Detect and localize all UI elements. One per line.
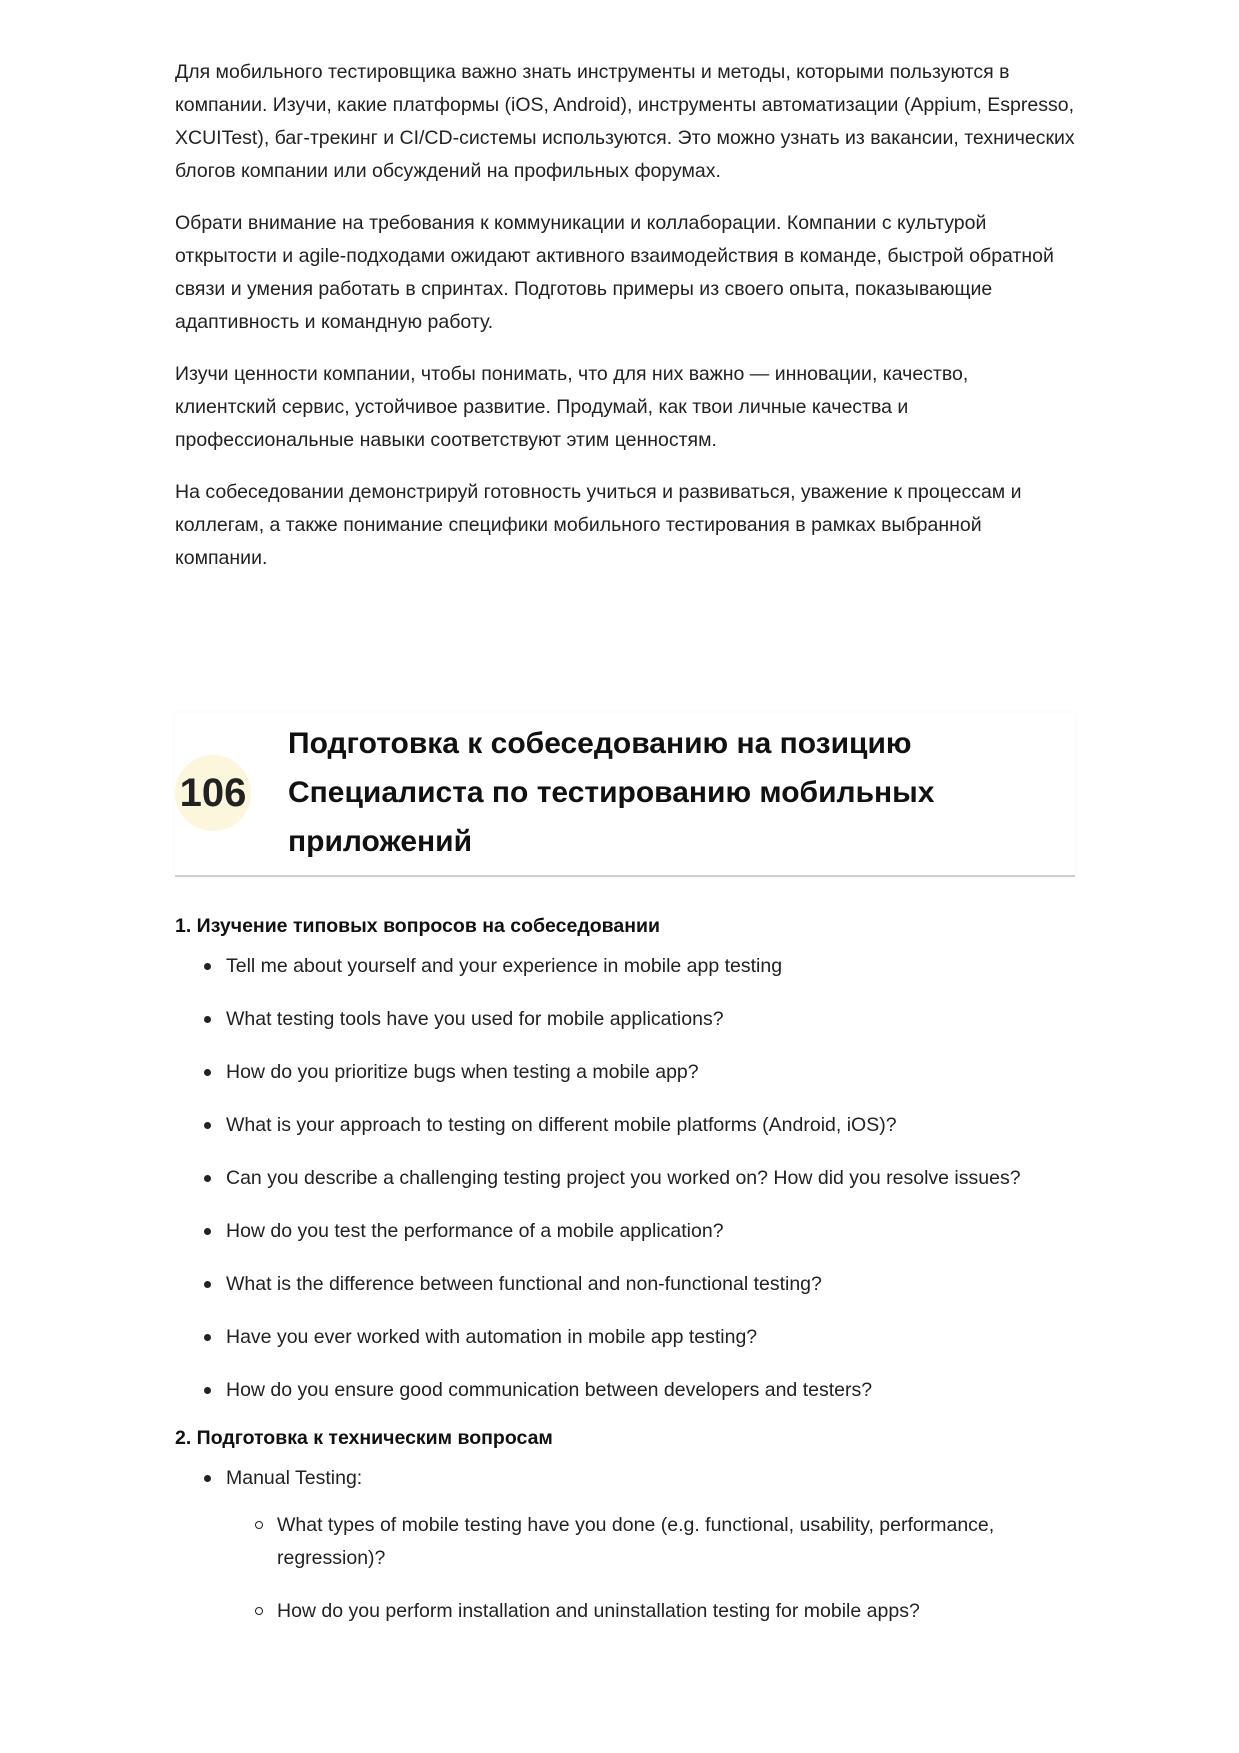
document-page bbox=[175, 56, 1075, 1648]
list-item bbox=[226, 1374, 1075, 1407]
bullet-icon bbox=[204, 1175, 211, 1182]
bullet-icon bbox=[204, 1122, 211, 1129]
list-item-text: What is the difference between functional and non-functional testing? bbox=[226, 1273, 822, 1295]
section-title: Подготовка к собеседованию на позицию Специалиста по тестированию мобильных приложений bbox=[288, 727, 935, 858]
list-item bbox=[226, 1268, 1075, 1301]
bullet-icon bbox=[204, 963, 211, 970]
section-number-badge: 106 bbox=[175, 755, 251, 831]
circle-bullet-icon bbox=[255, 1607, 263, 1615]
subsection-heading-2: 2. Подготовка к техническим вопросам bbox=[175, 1427, 553, 1449]
list-item-text: How do you prioritize bugs when testing a mobile app? bbox=[226, 1061, 699, 1083]
list-item-text: Tell me about yourself and your experience in mobile app testing bbox=[226, 955, 783, 977]
list-item-text: Have you ever worked with automation in mobile app testing? bbox=[226, 1326, 758, 1348]
intro-paragraph-4: На собеседовании демонстрируй готовность учиться и развиваться, уважение к процессам и коллегам, а также понимание специфики мобильного тестирования в рамках выбранной компании. bbox=[175, 481, 1022, 569]
bullet-icon bbox=[204, 1069, 211, 1076]
list-item bbox=[226, 1462, 1075, 1628]
list-item bbox=[226, 1109, 1075, 1142]
list-item-text: Can you describe a challenging testing project you worked on? How did you resolve issues? bbox=[226, 1167, 1021, 1189]
intro-paragraph-2: Обрати внимание на требования к коммуникации и коллаборации. Компании с культурой открытости и agile-подходами ожидают активного взаимодействия в команде, быстрой обратной связи и умения работать в спринтах. Подготовь примеры из своего опыта, показывающие адаптивность и командную работу. bbox=[175, 212, 1054, 333]
nested-list-item-text: How do you perform installation and uninstallation testing for mobile apps? bbox=[277, 1600, 920, 1622]
subsection-heading-1: 1. Изучение типовых вопросов на собеседовании bbox=[175, 915, 660, 937]
circle-bullet-icon bbox=[255, 1521, 263, 1529]
intro-paragraph-1: Для мобильного тестировщика важно знать инструменты и методы, которыми пользуются в компании. Изучи, какие платформы (iOS, Android), инструменты автоматизации (Appium, Espresso, XCUITest), баг-трекинг и CI/CD-системы используются. Это можно узнать из вакансии, технических блогов компании или обсуждений на профильных форумах. bbox=[175, 61, 1075, 182]
list-item bbox=[226, 1215, 1075, 1248]
list-item-text: What is your approach to testing on different mobile platforms (Android, iOS)? bbox=[226, 1114, 897, 1136]
list-item bbox=[226, 1321, 1075, 1354]
question-list bbox=[175, 950, 1075, 1407]
nested-list-item bbox=[277, 1595, 1075, 1628]
bullet-icon bbox=[204, 1334, 211, 1341]
nested-list bbox=[226, 1509, 1075, 1628]
bullet-icon bbox=[204, 1016, 211, 1023]
bullet-icon bbox=[204, 1475, 211, 1482]
section-header bbox=[175, 713, 1075, 877]
list-item bbox=[226, 1162, 1075, 1195]
list-item-text: How do you ensure good communication between developers and testers? bbox=[226, 1379, 873, 1401]
nested-list-item-text: What types of mobile testing have you done (e.g. functional, usability, performance, regression)? bbox=[277, 1514, 995, 1569]
list-item-text: Manual Testing: bbox=[226, 1467, 363, 1489]
list-item-text: What testing tools have you used for mobile applications? bbox=[226, 1008, 724, 1030]
list-item-text: How do you test the performance of a mobile application? bbox=[226, 1220, 724, 1242]
bullet-icon bbox=[204, 1281, 211, 1288]
bullet-icon bbox=[204, 1387, 211, 1394]
list-item bbox=[226, 950, 1075, 983]
technical-list bbox=[175, 1462, 1075, 1628]
list-item bbox=[226, 1056, 1075, 1089]
list-item bbox=[226, 1003, 1075, 1036]
intro-paragraph-3: Изучи ценности компании, чтобы понимать, что для них важно — инновации, качество, клиентский сервис, устойчивое развитие. Продумай, как твои личные качества и профессиональные навыки соответствуют этим ценностям. bbox=[175, 363, 969, 451]
bullet-icon bbox=[204, 1228, 211, 1235]
nested-list-item bbox=[277, 1509, 1075, 1575]
